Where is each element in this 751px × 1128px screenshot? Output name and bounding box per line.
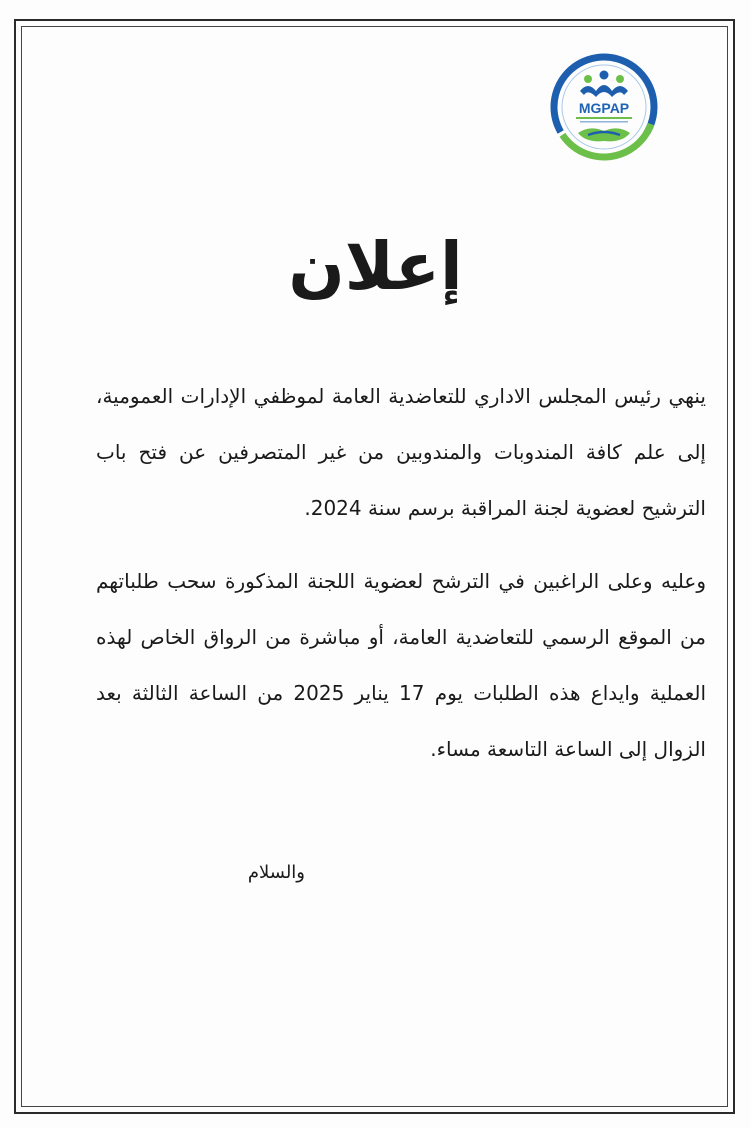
paragraph-announcement: ينهي رئيس المجلس الاداري للتعاضدية العامة لموظفي الإدارات العمومية، إلى علم كافة المندوبات والمندوبين من غير المتصرفين عن فتح باب الترشيح لعضوية لجنة المراقبة برسم سنة 2024. [96, 384, 706, 520]
document-title: إعلان [288, 228, 463, 305]
closing-salutation: والسلام [247, 862, 305, 883]
mgpap-logo [548, 51, 660, 163]
paragraph-instructions: وعليه وعلى الراغبين في الترشح لعضوية اللجنة المذكورة سحب طلباتهم من الموقع الرسمي للتعاضدية العامة، أو مباشرة من الرواق الخاص لهذه العملية وايداع هذه الطلبات يوم 17 يناير 2025 من الساعة الثالثة بعد الزوال إلى الساعة التاسعة مساء. [96, 569, 707, 761]
logo-text: MGPAP [578, 100, 630, 116]
